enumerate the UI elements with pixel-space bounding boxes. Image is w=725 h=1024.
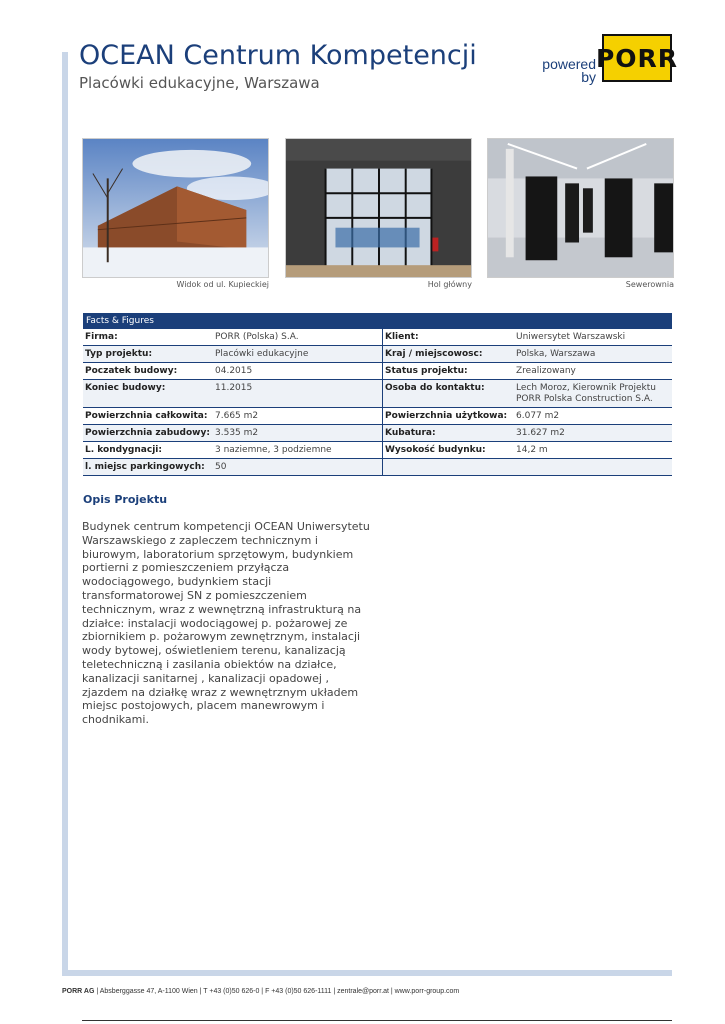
label-pow-calkowita: Powierzchnia całkowita: (85, 411, 208, 421)
photo-main-hall (285, 138, 472, 278)
label-pow-zabudowy: Powierzchnia zabudowy: (85, 428, 210, 438)
powered-line: powered (542, 56, 596, 72)
label-kondygnacji: L. kondygnacji: (85, 445, 162, 455)
facts-table (83, 313, 672, 476)
bottom-decorative-rule (62, 970, 672, 976)
page-subtitle: Placówki edukacyjne, Warszawa (79, 74, 320, 92)
label-empty (383, 459, 514, 475)
table-row (83, 363, 672, 380)
label-typ-projektu: Typ projektu: (85, 349, 153, 359)
label-kraj: Kraj / miejscowosc: (385, 349, 483, 359)
label-parking: l. miejsc parkingowych: (85, 462, 205, 472)
label-kubatura: Kubatura: (385, 428, 436, 438)
value-kubatura: 31.627 m2 (516, 428, 565, 438)
table-row (83, 408, 672, 425)
label-klient: Klient: (385, 332, 419, 342)
label-pow-uzytkowa: Powierzchnia użytkowa: (385, 411, 508, 421)
value-wysokosc: 14,2 m (516, 445, 548, 455)
porr-logo-text: PORR (595, 43, 679, 73)
powered-by-label (536, 58, 596, 84)
description-heading: Opis Projektu (83, 493, 168, 506)
label-koniec: Koniec budowy: (85, 383, 166, 393)
value-kondygnacji: 3 naziemne, 3 podziemne (213, 442, 383, 458)
table-row (83, 425, 672, 442)
value-kraj: Polska, Warszawa (516, 349, 596, 359)
value-pow-calkowita: 7.665 m2 (213, 408, 383, 424)
facts-heading: Facts & Figures (83, 313, 672, 329)
table-row (83, 380, 672, 408)
porr-logo (595, 34, 679, 82)
value-status: Zrealizowany (516, 366, 576, 376)
footer (62, 988, 459, 995)
label-wysokosc: Wysokość budynku: (385, 445, 486, 455)
table-row (83, 442, 672, 459)
table-row (83, 459, 672, 476)
by-line: by (581, 69, 596, 85)
left-decorative-rule (62, 52, 68, 976)
value-empty (514, 459, 672, 475)
table-row (83, 346, 672, 363)
label-osoba: Osoba do kontaktu: (385, 383, 485, 393)
caption-main-hall: Hol główny (427, 280, 472, 289)
table-row (83, 329, 672, 346)
value-pow-zabudowy: 3.535 m2 (213, 425, 383, 441)
label-status: Status projektu: (385, 366, 468, 376)
label-firma: Firma: (85, 332, 118, 342)
value-firma: PORR (Polska) S.A. (213, 329, 383, 345)
label-poczatek: Poczatek budowy: (85, 366, 178, 376)
photo-exterior (82, 138, 269, 278)
caption-server-room: Sewerownia (625, 280, 674, 289)
footer-details: | Absberggasse 47, A-1100 Wien | T +43 (0)50 626-0 | F +43 (0)50 626-1111 | zentrale@porr.at | www.porr-group.com (94, 988, 460, 995)
value-parking: 50 (213, 459, 383, 475)
value-osoba: Lech Moroz, Kierownik Projektu PORR Polska Construction S.A. (516, 383, 656, 404)
page-title: OCEAN Centrum Kompetencji (79, 40, 477, 71)
value-poczatek: 04.2015 (213, 363, 383, 379)
photo-server-room (487, 138, 674, 278)
description-text: Budynek centrum kompetencji OCEAN Uniwersytetu Warszawskiego z zapleczem technicznym i biurowym, laboratorium sprzętowym, budynkiem portierni z pomieszczeniem przyłącza wodociągowego, budynkiem stacji transformatorowej SN z pomieszczeniem technicznym, wraz z wewnętrzną infrastrukturą na działce: instalacji wodociągowej p. pożarowej ze zbiornikiem p. pożarowym zewnętrznym, instalacji wody bytowej, oświetleniem terenu, kanalizacją teletechniczną i zasilania obiektów na działce, kanalizacji sanitarnej , kanalizacji opadowej , zjazdem na działkę wraz z wewnętrznym układem miejsc postojowych, placem manewrowym i chodnikami. (82, 520, 370, 727)
caption-exterior: Widok od ul. Kupieckiej (176, 280, 269, 289)
value-klient: Uniwersytet Warszawski (516, 332, 626, 342)
footer-company: PORR AG (62, 988, 95, 995)
value-koniec: 11.2015 (213, 380, 383, 407)
footer-divider (82, 1020, 672, 1021)
value-pow-uzytkowa: 6.077 m2 (516, 411, 560, 421)
value-typ-projektu: Placówki edukacyjne (213, 346, 383, 362)
